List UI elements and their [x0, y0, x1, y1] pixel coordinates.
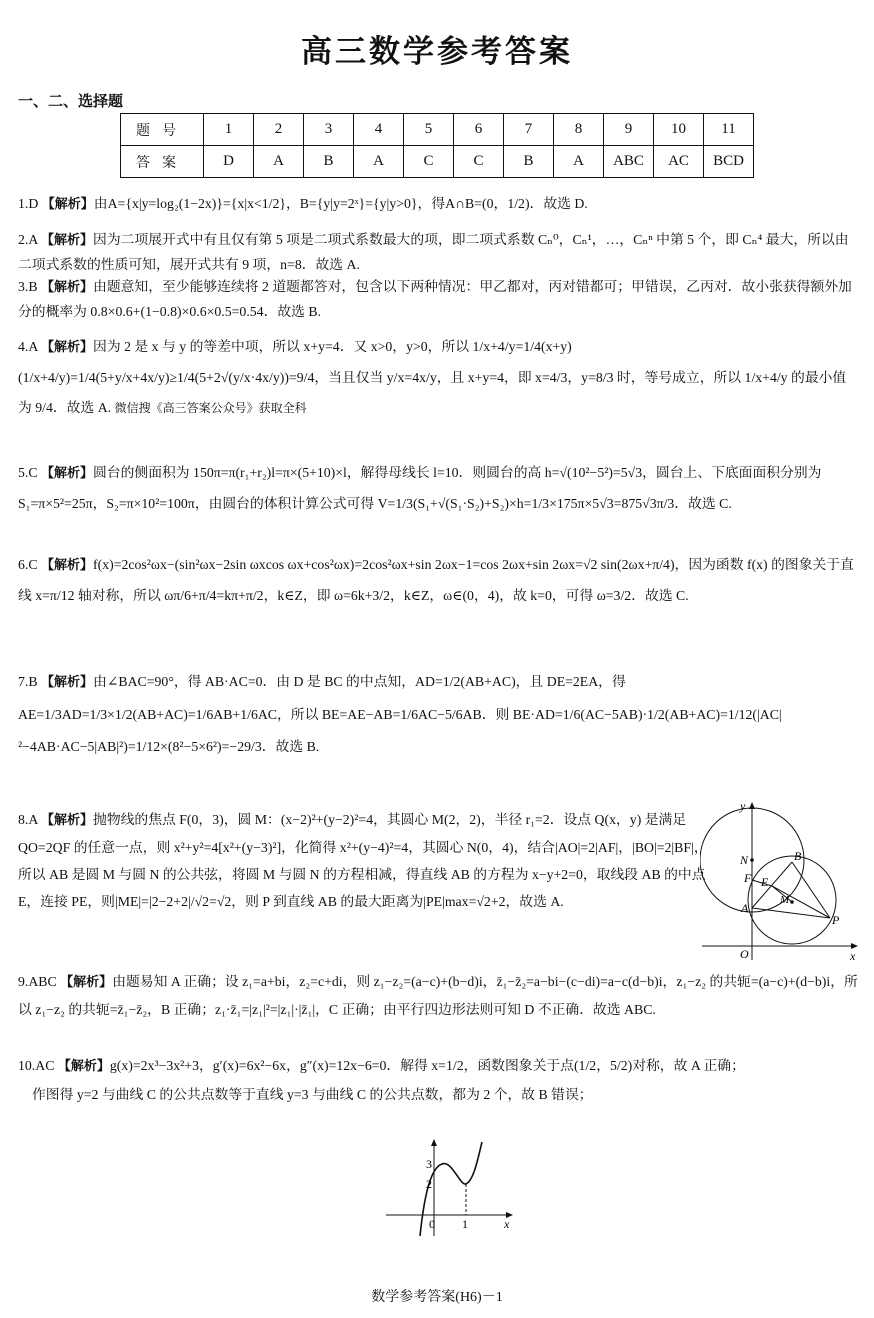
answer-table-row-numbers	[121, 114, 754, 146]
tick-label: 3	[426, 1157, 432, 1171]
axis-label: y	[740, 800, 746, 813]
point-label: F	[744, 871, 752, 885]
row-header-number: 题号	[121, 114, 204, 146]
analysis-tag: 【解析】	[41, 280, 94, 295]
question-number: 9.ABC	[18, 974, 57, 989]
point-label: N	[740, 853, 749, 867]
axis-label: x	[850, 949, 856, 963]
question-number: 3.B	[18, 279, 38, 294]
page-footer: 数学参考答案(H6)－1	[371, 1290, 503, 1305]
analysis-tag: 【解析】	[60, 975, 113, 990]
question-number: 4.A	[18, 339, 38, 354]
question-text: 因为 2 是 x 与 y 的等差中项，所以 x+y=4．又 x>0，y>0，所以 1/x+4/y=1/4(x+y)(1/x+4/y)=1/4(5+y/x+4x/y)≥1/4(5+2√(y/x·4x/y))=9/4，当且仅当 y/x=4x/y，且 x+y=4，即 x=4/3，y=8/3 时，等号成立，所以 1/x+4/y 的最小值为 9/4．故选 A.	[18, 339, 847, 415]
table-cell: 3	[304, 114, 354, 146]
question-text: 由题意知，至少能够连续将 2 道题都答对，包含以下两种情况：甲乙都对，丙对错都可；甲错误，乙丙对．故小张获得额外加分的概率为 0.8×0.6+(1−0.8)×0.6×0.5=0.54．故选 B.	[18, 279, 852, 319]
question-text: 因为二项展开式中有且仅有第 5 项是二项式系数最大的项，即二项式系数 Cₙ⁰，Cₙ¹，…，Cₙⁿ 中第 5 个，即 Cₙ⁴ 最大，所以由二项式系数的性质可知，展开式共有 9 项，n=8．故选 A.	[18, 232, 849, 272]
question-7	[18, 666, 858, 763]
question-text: 圆台的侧面积为 150π=π(r₁+r₂)l=π×(5+10)×l，解得母线长 l=10．则圆台的高 h=√(10²−5²)=5√3，圆台上、下底面面积分别为 S₁=π×5²=25π，S₂=π×10²=100π，由圆台的体积计算公式可得 V=1/3(S₁+√(S₁·S₂)+S₂)×h=1/3×175π×5√3=875√3π/3．故选 C.	[18, 465, 822, 511]
tick-label: 2	[426, 1177, 432, 1191]
table-cell: 5	[404, 114, 454, 146]
table-cell: C	[454, 146, 504, 178]
question-1	[18, 192, 858, 217]
question-8	[18, 806, 708, 915]
question-text: 抛物线的焦点 F(0，3)，圆 M：(x−2)²+(y−2)²=4，其圆心 M(2，2)，半径 r₁=2．设点 Q(x，y) 是满足 QO=2QF 的任意一点，则 x²+y²=4[x²+(y−3)²]，化简得 x²+(y−4)²=4，其圆心 N(0，4)，结合|AO|=2|AF|，|BO|=2|BF|，所以 AB 是圆 M 与圆 N 的公共弦，将圆 M 与圆 N 的方程相减，得直线 AB 的方程为 x−y+2=0，取线段 AB 的中点 E，连接 PE，则|ME|=|2−2+2|/√2=√2，则 P 到直线 AB 的最大距离为|PE|max=√2+2，故选 A.	[18, 812, 708, 909]
point-label: P	[832, 913, 840, 927]
analysis-tag: 【解析】	[41, 233, 94, 248]
answer-table	[120, 113, 754, 178]
question-5	[18, 458, 858, 519]
analysis-tag: 【解析】	[41, 466, 94, 481]
table-cell: 2	[254, 114, 304, 146]
analysis-tag: 【解析】	[41, 675, 94, 690]
point-label: O	[740, 947, 749, 961]
table-cell: C	[404, 146, 454, 178]
point-label: E	[761, 875, 769, 889]
question-text: f(x)=2cos²ωx−(sin²ωx−2sin ωxcos ωx+cos²ωx)=2cos²ωx+sin 2ωx−1=cos 2ωx+sin 2ωx=√2 sin(2ωx+π/4)，因为函数 f(x) 的图象关于直线 x=π/12 轴对称，所以 ωπ/6+π/4=kπ+π/2，k∈Z，即 ω=6k+3/2，k∈Z，ω∈(0，4)，故 k=0，可得 ω=3/2．故选 C.	[18, 557, 854, 603]
analysis-tag: 【解析】	[41, 558, 94, 573]
row-header-answer: 答案	[121, 146, 204, 178]
tick-label: 1	[462, 1217, 468, 1231]
table-cell: 11	[704, 114, 754, 146]
table-cell: A	[254, 146, 304, 178]
table-cell: D	[204, 146, 254, 178]
figure-circles	[700, 800, 860, 965]
question-text-continued: 作图得 y=2 与曲线 C 的公共点数等于直线 y=3 与曲线 C 的公共点数，都为 2 个，故 B 错误；	[32, 1087, 593, 1102]
question-10	[18, 1052, 858, 1109]
tick-label: 0	[429, 1217, 435, 1231]
question-3	[18, 275, 858, 324]
question-number: 10.AC	[18, 1058, 55, 1073]
table-cell: B	[304, 146, 354, 178]
table-cell: 6	[454, 114, 504, 146]
analysis-tag: 【解析】	[41, 197, 94, 212]
question-4	[18, 332, 858, 423]
table-cell: A	[554, 146, 604, 178]
analysis-tag: 【解析】	[41, 340, 94, 355]
question-number: 6.C	[18, 557, 38, 572]
figure-cubic	[382, 1138, 522, 1238]
table-cell: B	[504, 146, 554, 178]
table-cell: BCD	[704, 146, 754, 178]
question-number: 1.D	[18, 196, 39, 211]
question-text: 由A={x|y=log₂(1−2x)}={x|x<1/2}，B={y|y=2ˣ}={y|y>0}，得A∩B=(0，1/2)．故选 D.	[93, 196, 588, 211]
question-text: g(x)=2x³−3x²+3，g′(x)=6x²−6x，g″(x)=12x−6=0．解得 x=1/2，函数图象关于点(1/2，5/2)对称，故 A 正确；	[109, 1058, 745, 1073]
analysis-tag: 【解析】	[57, 1059, 110, 1074]
question-6	[18, 550, 858, 611]
table-cell: 4	[354, 114, 404, 146]
analysis-tag: 【解析】	[41, 813, 94, 828]
question-text: 由题易知 A 正确；设 z₁=a+bi，z₂=c+di，则 z₁−z₂=(a−c)+(b−d)i，z̄₁−z̄₂=a−bi−(c−di)=a−c(d−b)i，z₁−z₂ 的共轭=(a−c)+(d−b)i，所以 z₁−z₂ 的共轭=z̄₁−z̄₂，B 正确；z₁·z̄₁=|z₁|²=|z₁|·|z̄₁|，C 正确；由平行四边形法则可知 D 不正确．故选 ABC.	[18, 974, 858, 1017]
table-cell: A	[354, 146, 404, 178]
axis-label: x	[504, 1217, 510, 1231]
question-2	[18, 228, 858, 277]
question-number: 2.A	[18, 232, 38, 247]
page-title: 高三数学参考答案	[301, 34, 573, 70]
question-number: 5.C	[18, 465, 38, 480]
point-label: M	[780, 894, 790, 906]
question-9	[18, 968, 858, 1023]
section-title: 一、二、选择题	[18, 92, 124, 110]
table-cell: 7	[504, 114, 554, 146]
question-number: 7.B	[18, 674, 38, 689]
question-text: 由∠BAC=90°，得 AB·AC=0．由 D 是 BC 的中点知，AD=1/2(AB+AC)，且 DE=2EA，得 AE=1/3AD=1/3×1/2(AB+AC)=1/6AB+1/6AC，所以 BE=AE−AB=1/6AC−5/6AB．则 BE·AD=1/6(AC−5AB)·1/2(AB+AC)=1/12(|AC|²−4AB·AC−5|AB|²)=1/12×(8²−5×6²)=−29/3．故选 B.	[18, 674, 782, 754]
table-cell: AC	[654, 146, 704, 178]
table-cell: 10	[654, 114, 704, 146]
question-number: 8.A	[18, 812, 38, 827]
table-cell: ABC	[604, 146, 654, 178]
table-cell: 8	[554, 114, 604, 146]
table-cell: 9	[604, 114, 654, 146]
answer-table-row-answers	[121, 146, 754, 178]
point-label: A	[741, 901, 749, 915]
watermark-note: 微信搜《高三答案公众号》获取全科	[114, 401, 307, 415]
point-label: B	[794, 849, 802, 863]
table-cell: 1	[204, 114, 254, 146]
